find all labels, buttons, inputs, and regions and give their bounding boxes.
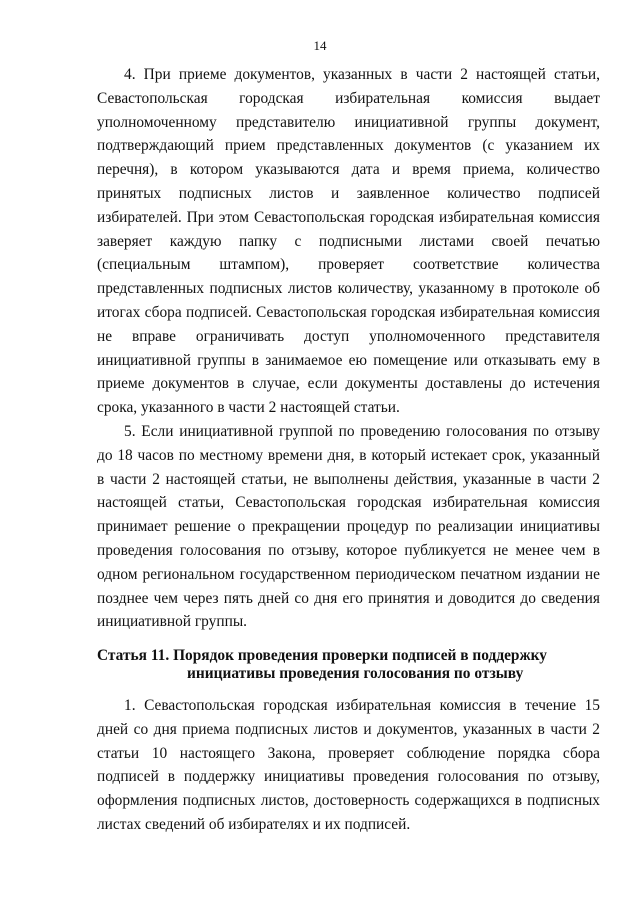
paragraph-4: 4. При приеме документов, указанных в части 2 настоящей статьи, Севастопольская городская избирательная комиссия выдает уполномоченному представителю инициативной группы документ, подтверждающий прием представленных документов (с указанием их перечня), в котором указываются дата и время приема, количество принятых подписных листов и заявленное количество подписей избирателей. При этом Севастопольская городская избирательная комиссия заверяет каждую папку с подписными листами своей печатью (специальным штампом), проверяет соответствие количества представленных подписных листов количеству, указанному в протоколе об итогах сбора подписей. Севастопольская городская избирательная комиссия не вправе ограничивать доступ уполномоченного представителя инициативной группы в занимаемое ею помещение или отказывать ему в приеме документов в случае, если документы доставлены до истечения срока, указанного в части 2 настоящей статьи. [97, 66, 600, 417]
page-number: 14 [313, 38, 327, 53]
article-heading-line-1: Статья 11. Порядок проведения проверки подписей в поддержку [97, 647, 547, 664]
article-11-heading [97, 647, 600, 683]
article-heading-line-2: инициативы проведения голосования по отзыву [187, 665, 524, 682]
body-text-top [97, 63, 600, 634]
paragraph-5: 5. Если инициативной группой по проведению голосования по отзыву до 18 часов по местному времени дня, в который истекает срок, указанный в части 2 настоящей статьи, не выполнены действия, указанные в части 2 настоящей статьи, Севастопольская городская избирательная комиссия принимает решение о прекращении процедур по реализации инициативы проведения голосования по отзыву, которое публикуется не менее чем в одном региональном государственном периодическом печатном издании не позднее чем через пять дней со дня его принятия и доводится до сведения инициативной группы. [97, 422, 600, 631]
body-text-bottom [97, 694, 600, 837]
article-11-paragraph-1: 1. Севастопольская городская избирательная комиссия в течение 15 дней со дня приема подписных листов и документов, указанных в части 2 статьи 10 настоящего Закона, проверяет соблюдение порядка сбора подписей в поддержку инициативы проведения голосования по отзыву, оформления подписных листов, достоверность содержащихся в подписных листах сведений об избирателях и их подписей. [97, 697, 600, 833]
